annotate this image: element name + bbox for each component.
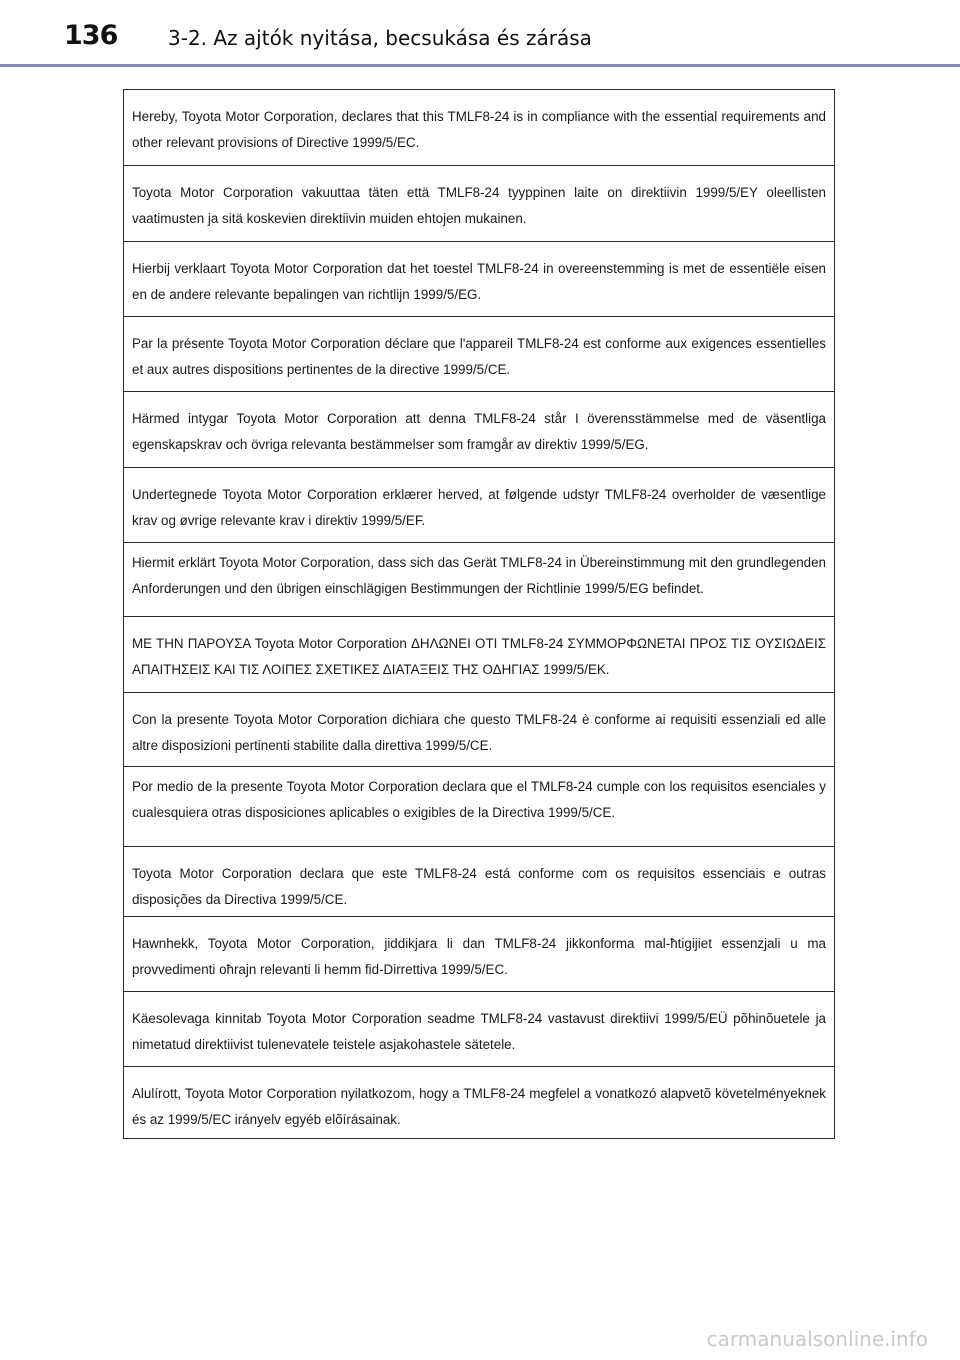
page-header [0, 0, 960, 64]
section-title: 3-2. Az ajtók nyitása, becsukása és zárása [168, 26, 592, 50]
declaration-table [123, 89, 835, 1139]
declaration-et: Käesolevaga kinnitab Toyota Motor Corporation seadme TMLF8-24 vastavust direktiivi 1999/5/EÜ põhinõuetele ja nimetatud direktiivist tulenevatele teistele asjakohastele sätetele. [124, 992, 834, 1067]
declaration-en: Hereby, Toyota Motor Corporation, declares that this TMLF8-24 is in compliance with the essential requirements and other relevant provisions of Directive 1999/5/EC. [124, 90, 834, 166]
declaration-sv: Härmed intygar Toyota Motor Corporation att denna TMLF8-24 står I överensstämmelse med de väsentliga egenskapskrav och övriga relevanta bestämmelser som framgår av direktiv 1999/5/EG. [124, 392, 834, 468]
declaration-fr: Par la présente Toyota Motor Corporation déclare que l'appareil TMLF8-24 est conforme aux exigences essentielles et aux autres dispositions pertinentes de la directive 1999/5/CE. [124, 317, 834, 392]
declaration-mt: Hawnhekk, Toyota Motor Corporation, jiddikjara li dan TMLF8-24 jikkonforma mal-ħtigijiet essenzjali u ma provvedimenti oħrajn relevanti li hemm fid-Dirrettiva 1999/5/EC. [124, 917, 834, 992]
watermark: carmanualsonline.info [706, 1327, 928, 1351]
declaration-it: Con la presente Toyota Motor Corporation dichiara che questo TMLF8-24 è conforme ai requisiti essenziali ed alle altre disposizioni pertinenti stabilite dalla direttiva 1999/5/CE. [124, 693, 834, 767]
declaration-el: ΜΕ ΤΗΝ ΠΑΡΟΥΣΑ Toyota Motor Corporation ΔΗΛΩΝΕΙ ΟΤΙ TMLF8-24 ΣΥΜΜΟΡΦΩΝΕΤΑΙ ΠΡΟΣ ΤΙΣ ΟΥΣΙΩΔΕΙΣ ΑΠΑΙΤΗΣΕΙΣ ΚΑΙ ΤΙΣ ΛΟΙΠΕΣ ΣΧΕΤΙΚΕΣ ΔΙΑΤΑΞΕΙΣ ΤΗΣ ΟΔΗΓΙΑΣ 1999/5/ΕΚ. [124, 617, 834, 693]
declaration-de: Hiermit erklärt Toyota Motor Corporation, dass sich das Gerät TMLF8-24 in Übereinstimmung mit den grundlegenden Anforderungen und den übrigen einschlägigen Bestimmungen der Richtlinie 1999/5/EG befindet. [124, 543, 834, 617]
declaration-hu: Alulírott, Toyota Motor Corporation nyilatkozom, hogy a TMLF8-24 megfelel a vonatkozó alapvetõ követelményeknek és az 1999/5/EC irányelv egyéb elõírásainak. [132, 1086, 826, 1127]
declaration-nl: Hierbij verklaart Toyota Motor Corporation dat het toestel TMLF8-24 in overeenstemming is met de essentiële eisen en de andere relevante bepalingen van richtlijn 1999/5/EG. [124, 242, 834, 317]
declaration-fi: Toyota Motor Corporation vakuuttaa täten että TMLF8-24 tyyppinen laite on direktiivin 1999/5/EY oleellisten vaatimusten ja sitä koskevien direktiivin muiden ehtojen mukainen. [124, 166, 834, 242]
declaration-da: Undertegnede Toyota Motor Corporation erklærer herved, at følgende udstyr TMLF8-24 overholder de væsentlige krav og øvrige relevante krav i direktiv 1999/5/EF. [124, 468, 834, 543]
header-rule [0, 64, 960, 67]
declaration-pt: Toyota Motor Corporation declara que este TMLF8-24 está conforme com os requisitos essenciais e outras disposições da Directiva 1999/5/CE. [124, 847, 834, 917]
page-number: 136 [64, 20, 118, 51]
declaration-es: Por medio de la presente Toyota Motor Corporation declara que el TMLF8-24 cumple con los requisitos esenciales y cualesquiera otras disposiciones aplicables o exigibles de la Directiva 1999/5/CE. [124, 767, 834, 847]
